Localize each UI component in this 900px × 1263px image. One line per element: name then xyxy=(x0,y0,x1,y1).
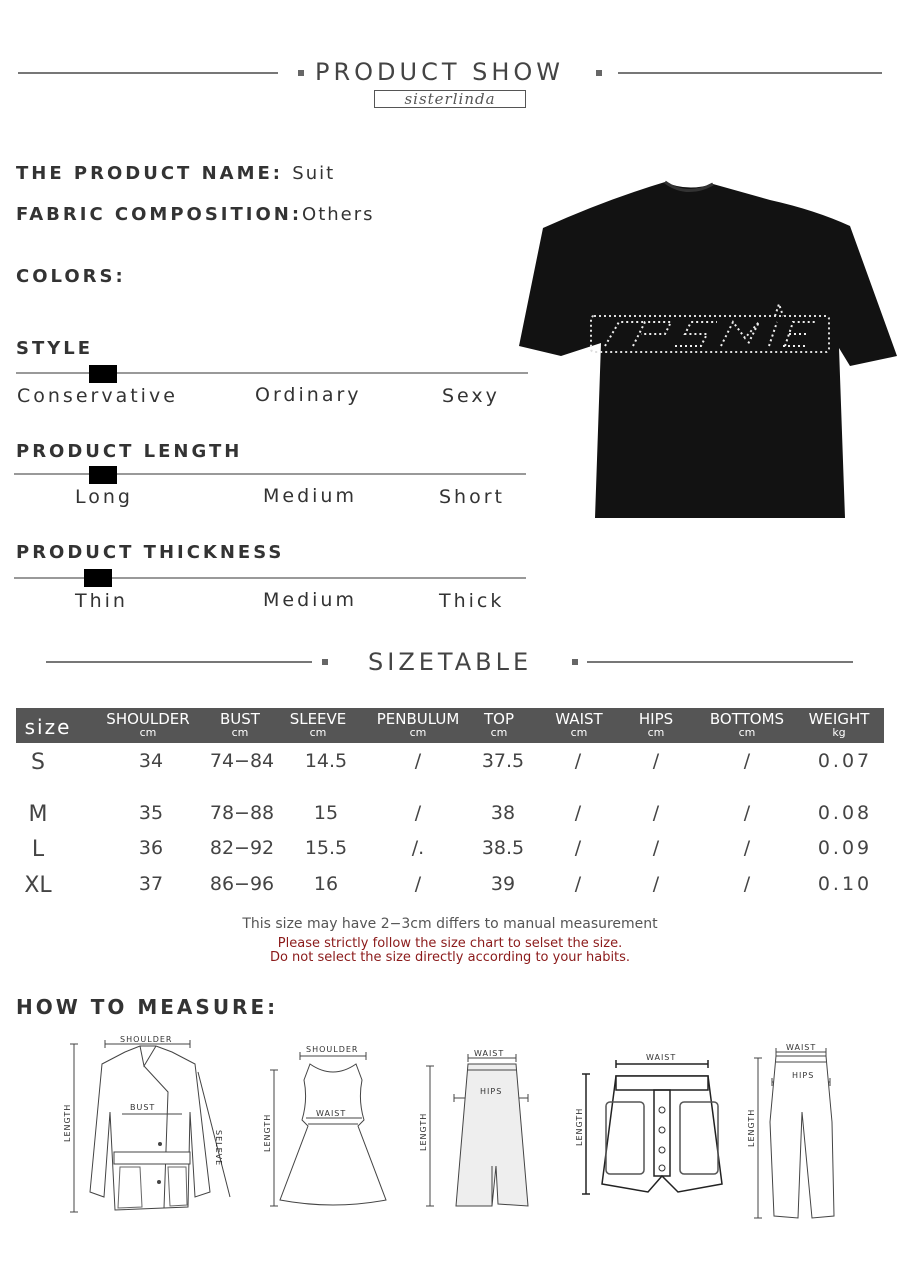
dress-waist-label: WAIST xyxy=(316,1109,347,1118)
colors-label: COLORS: xyxy=(16,266,126,287)
header-weight-unit: kg xyxy=(832,726,846,739)
shorts-diagram xyxy=(572,1050,732,1202)
row-l-penbulum: /. xyxy=(411,837,425,859)
pants-waist-label: WAIST xyxy=(786,1043,817,1052)
row-xl-top: 39 xyxy=(490,873,516,895)
jacket-bust-label: BUST xyxy=(130,1103,156,1112)
row-xl-bottoms: / xyxy=(743,873,751,895)
row-l-hips: / xyxy=(652,837,660,859)
row-l-weight: 0.09 xyxy=(817,837,873,859)
header-bottoms xyxy=(700,712,794,738)
header-square-left xyxy=(298,70,304,76)
length-title: PRODUCT LENGTH xyxy=(16,441,243,462)
row-l-size: L xyxy=(31,837,45,862)
row-xl-size: XL xyxy=(24,873,52,898)
shorts-length-label: LENGTH xyxy=(575,1107,584,1146)
sizetable-square-left xyxy=(322,659,328,665)
header-rule-left xyxy=(18,72,278,74)
header-hips xyxy=(626,712,686,738)
header-weight-label: WEIGHT xyxy=(808,710,870,728)
row-m-weight: 0.08 xyxy=(817,802,873,824)
header-waist-unit: cm xyxy=(570,726,588,739)
row-s-sleeve: 14.5 xyxy=(304,750,348,772)
header-shoulder xyxy=(96,712,200,738)
row-xl-sleeve: 16 xyxy=(313,873,339,895)
product-name-value: Suit xyxy=(292,163,336,184)
sizetable-rule-left xyxy=(46,661,312,663)
row-l-waist: / xyxy=(574,837,582,859)
header-penbulum-unit: cm xyxy=(409,726,427,739)
row-s-bust: 74−84 xyxy=(209,750,275,772)
length-option-short: Short xyxy=(439,486,505,508)
length-option-medium: Medium xyxy=(263,485,357,507)
row-l-bottoms: / xyxy=(743,837,751,859)
thickness-option-thin: Thin xyxy=(75,590,128,612)
measure-title: HOW TO MEASURE: xyxy=(16,995,279,1019)
length-option-long: Long xyxy=(75,486,133,508)
header-rule-right xyxy=(618,72,882,74)
row-s-penbulum: / xyxy=(414,750,422,772)
row-xl-hips: / xyxy=(652,873,660,895)
header-sleeve-label: SLEEVE xyxy=(289,710,347,728)
style-title: STYLE xyxy=(16,338,94,359)
pants-hips-label: HIPS xyxy=(792,1071,815,1080)
row-m-size: M xyxy=(28,802,48,827)
sizetable-rule-right xyxy=(587,661,853,663)
pants-length-label: LENGTH xyxy=(747,1108,756,1147)
header-hips-label: HIPS xyxy=(638,710,674,728)
product-name-label: THE PRODUCT NAME: xyxy=(16,163,283,184)
size-table-header xyxy=(16,708,884,743)
row-s-weight: 0.07 xyxy=(817,750,873,772)
jacket-diagram xyxy=(60,1032,245,1224)
product-name-row xyxy=(16,163,335,184)
dress-diagram xyxy=(258,1040,398,1220)
skirt-diagram xyxy=(412,1046,542,1214)
fabric-row xyxy=(16,204,375,225)
row-s-bottoms: / xyxy=(743,750,751,772)
header-top-unit: cm xyxy=(490,726,508,739)
size-note: This size may have 2−3cm differs to manual measurement xyxy=(242,916,658,932)
size-warning-2: Do not select the size directly according to your habits. xyxy=(269,950,631,965)
header-bottoms-label: BOTTOMS xyxy=(709,710,785,728)
page-title: PRODUCT SHOW xyxy=(315,58,565,86)
header-bust-label: BUST xyxy=(220,710,260,728)
style-option-conservative: Conservative xyxy=(17,385,178,407)
dress-shoulder-label: SHOULDER xyxy=(306,1045,359,1054)
thickness-title: PRODUCT THICKNESS xyxy=(16,542,285,563)
size-warning-1: Please strictly follow the size chart to selset the size. xyxy=(277,936,623,951)
row-l-sleeve: 15.5 xyxy=(304,837,348,859)
shorts-waist-label: WAIST xyxy=(646,1053,677,1062)
length-marker xyxy=(89,466,117,484)
header-size: size xyxy=(24,715,72,739)
row-m-bust: 78−88 xyxy=(209,802,275,824)
header-weight xyxy=(802,712,876,738)
thickness-option-thick: Thick xyxy=(439,590,505,612)
header-penbulum-label: PENBULUM xyxy=(376,710,460,728)
row-s-size: S xyxy=(31,750,45,775)
header-bust-unit: cm xyxy=(231,726,249,739)
row-s-shoulder: 34 xyxy=(138,750,164,772)
row-m-bottoms: / xyxy=(743,802,751,824)
sizetable-title: SIZETABLE xyxy=(368,648,533,676)
row-xl-bust: 86−96 xyxy=(209,873,275,895)
skirt-waist-label: WAIST xyxy=(474,1049,505,1058)
row-l-bust: 82−92 xyxy=(209,837,275,859)
dress-length-label: LENGTH xyxy=(263,1113,272,1152)
header-shoulder-unit: cm xyxy=(139,726,157,739)
pants-diagram xyxy=(748,1042,838,1224)
jacket-shoulder-label: SHOULDER xyxy=(120,1035,173,1044)
header-shoulder-label: SHOULDER xyxy=(106,710,190,728)
row-m-penbulum: / xyxy=(414,802,422,824)
row-m-top: 38 xyxy=(490,802,516,824)
header-penbulum xyxy=(366,712,470,738)
skirt-length-label: LENGTH xyxy=(419,1112,428,1151)
style-option-sexy: Sexy xyxy=(442,385,500,407)
row-s-hips: / xyxy=(652,750,660,772)
jacket-length-label: LENGTH xyxy=(63,1103,72,1142)
thickness-option-medium: Medium xyxy=(263,589,357,611)
row-xl-waist: / xyxy=(574,873,582,895)
header-waist xyxy=(544,712,614,738)
row-xl-shoulder: 37 xyxy=(138,873,164,895)
row-xl-weight: 0.10 xyxy=(817,873,873,895)
header-bottoms-unit: cm xyxy=(738,726,756,739)
brand-logo: sisterlinda xyxy=(374,90,526,108)
row-m-shoulder: 35 xyxy=(138,802,164,824)
header-sleeve-unit: cm xyxy=(309,726,327,739)
row-m-waist: / xyxy=(574,802,582,824)
style-option-ordinary: Ordinary xyxy=(255,384,362,406)
row-l-shoulder: 36 xyxy=(138,837,164,859)
header-square-right xyxy=(596,70,602,76)
header-hips-unit: cm xyxy=(647,726,665,739)
thickness-marker xyxy=(84,569,112,587)
fabric-label: FABRIC COMPOSITION: xyxy=(16,204,303,225)
header-top xyxy=(474,712,524,738)
jacket-sleeve-label: SELEVE xyxy=(214,1130,223,1167)
row-xl-penbulum: / xyxy=(414,873,422,895)
header-bust xyxy=(210,712,270,738)
row-l-top: 38.5 xyxy=(481,837,525,859)
skirt-hips-label: HIPS xyxy=(480,1087,503,1096)
header-sleeve xyxy=(282,712,354,738)
style-marker xyxy=(89,365,117,383)
fabric-value: Others xyxy=(302,204,375,225)
product-image xyxy=(515,178,900,523)
header-top-label: TOP xyxy=(483,710,514,728)
sizetable-square-right xyxy=(572,659,578,665)
row-s-waist: / xyxy=(574,750,582,772)
header-waist-label: WAIST xyxy=(555,710,603,728)
row-m-hips: / xyxy=(652,802,660,824)
row-s-top: 37.5 xyxy=(481,750,525,772)
row-m-sleeve: 15 xyxy=(313,802,339,824)
